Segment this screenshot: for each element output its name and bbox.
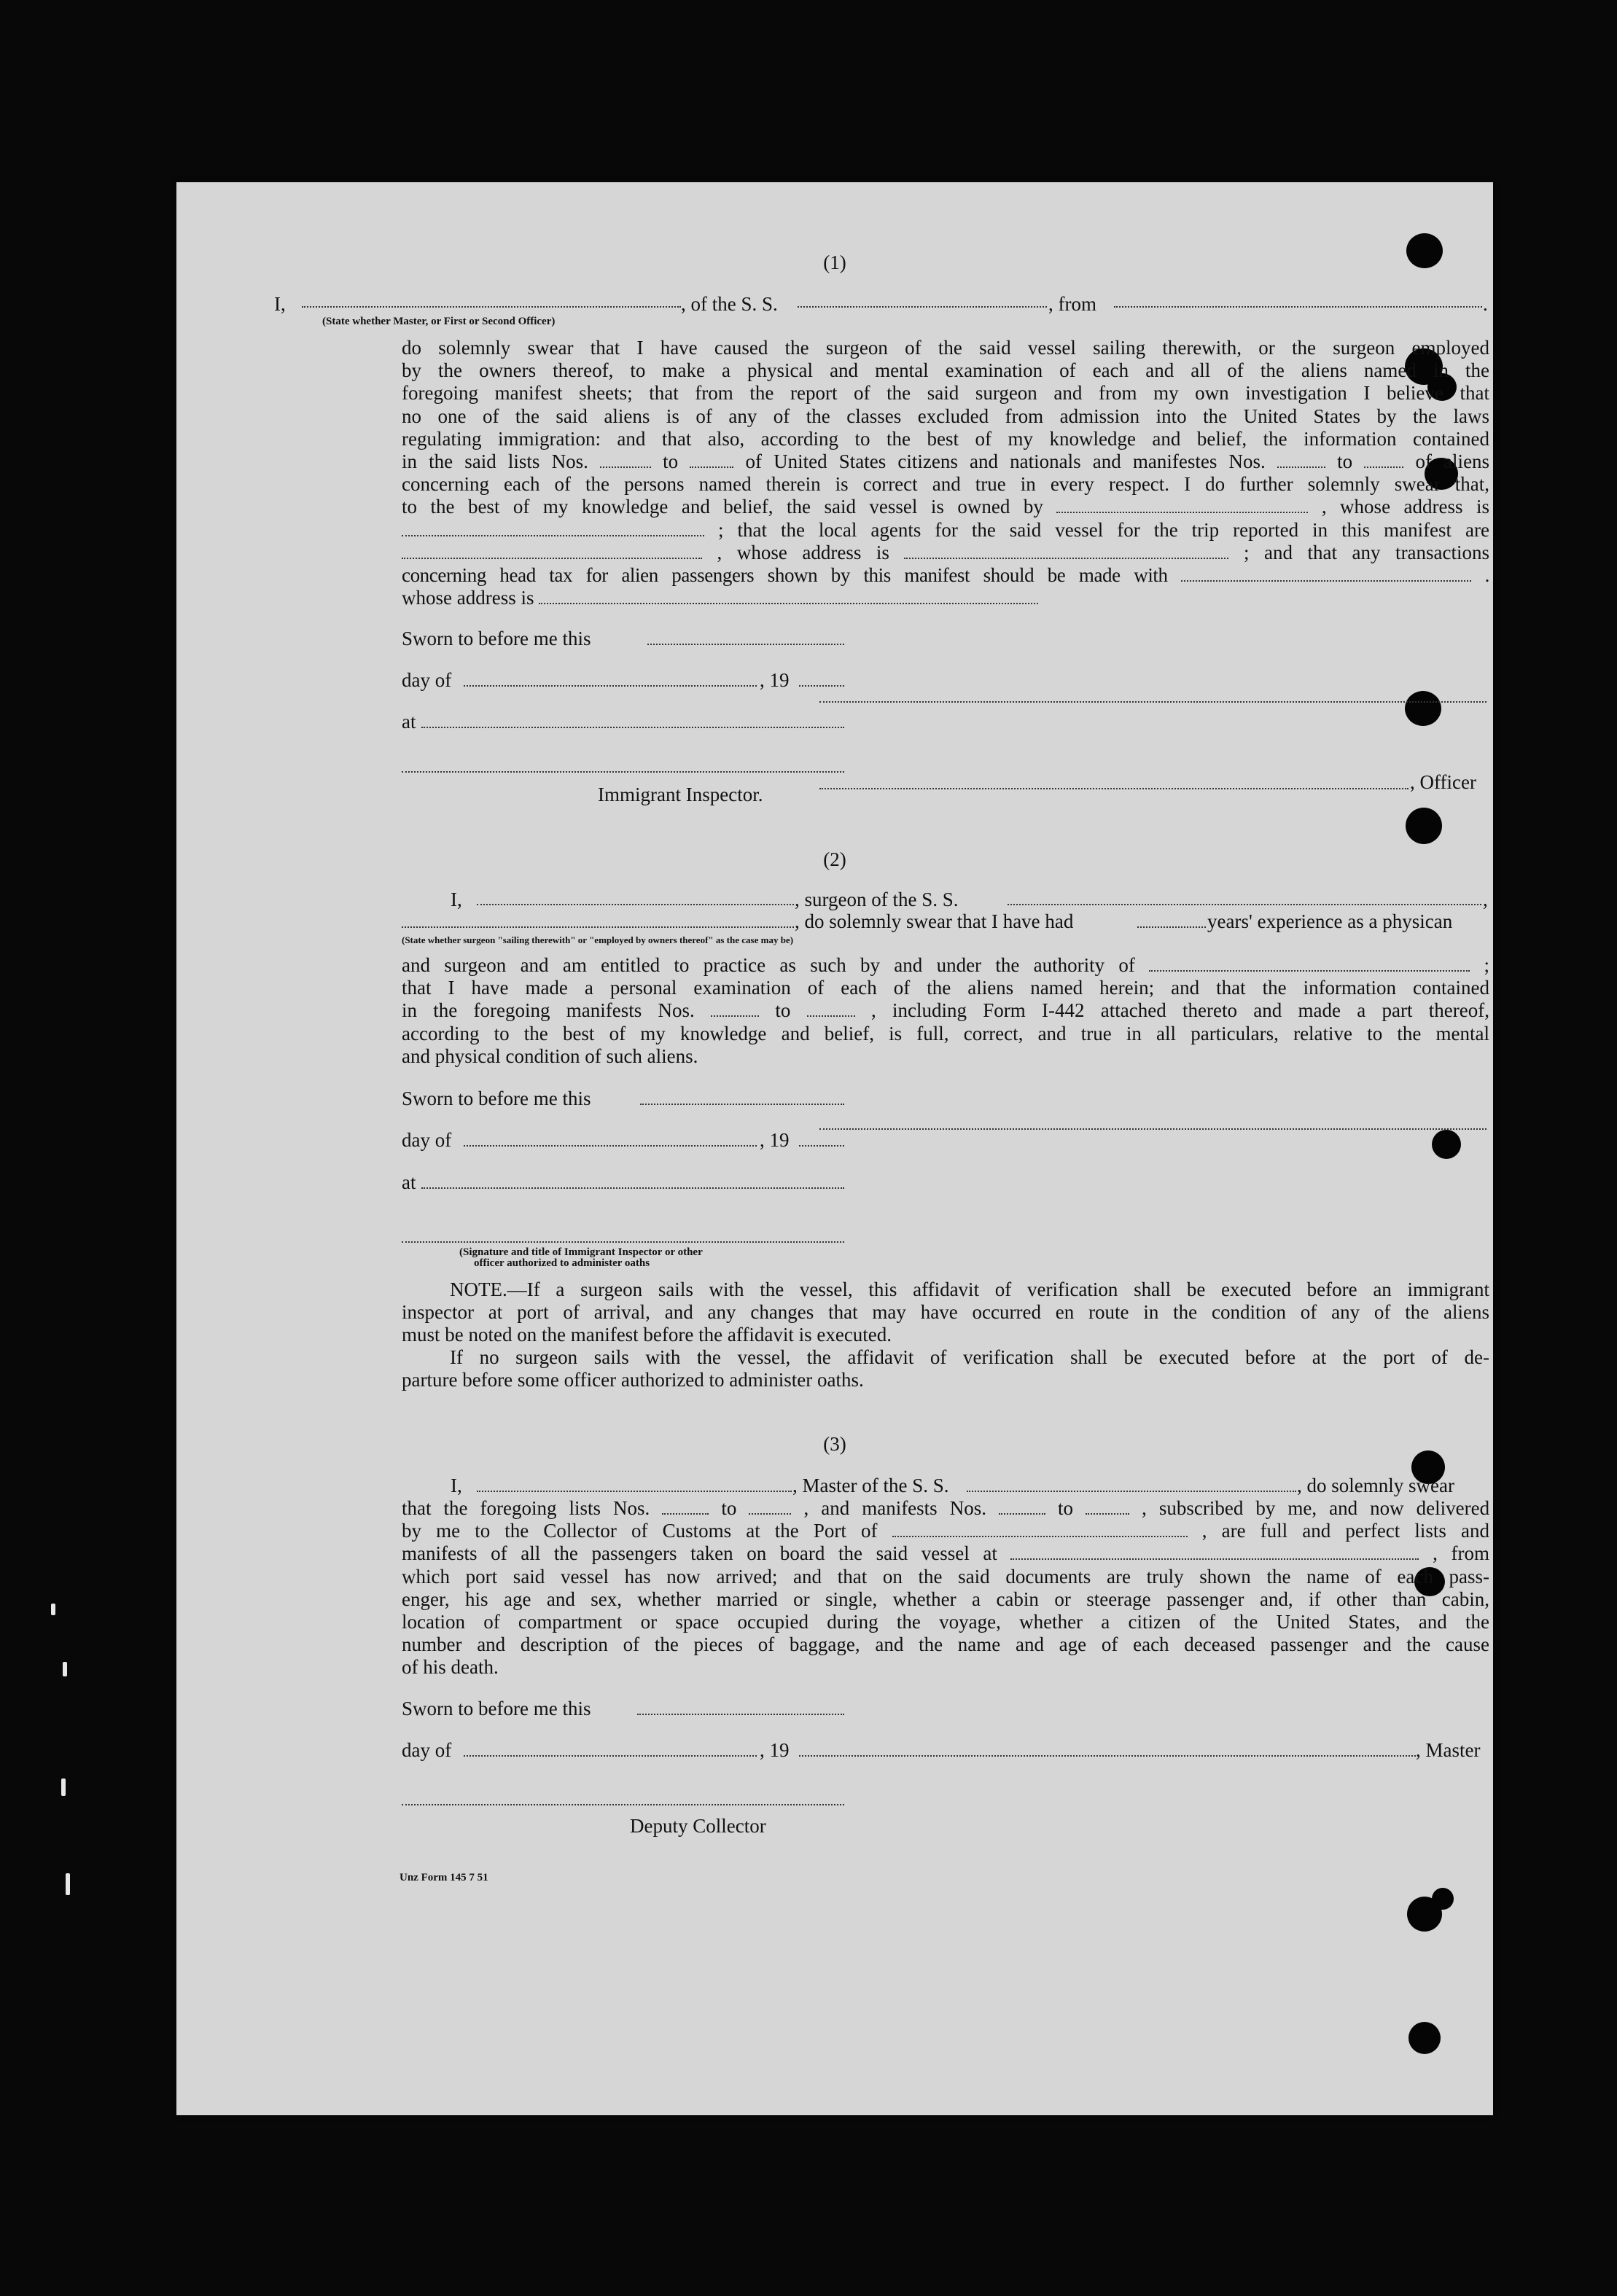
agents-field (402, 544, 702, 559)
oath-i: I, (274, 293, 286, 315)
margin-mark (51, 1604, 55, 1615)
body-line: of his death. (402, 1656, 499, 1679)
manifest-no-field (807, 1002, 855, 1017)
list-no-field (749, 1500, 791, 1515)
surgeon-of-ss-label: , surgeon of the S. S. (795, 889, 959, 910)
day-of-label: day of (402, 669, 452, 691)
owner-address-field (402, 522, 704, 536)
manifest-no-field (1086, 1500, 1129, 1515)
surgeon-name-field (477, 904, 794, 905)
note-line: If no surgeon sails with the vessel, the affidavit of verification shall be executed before at the port of de- (450, 1346, 1489, 1368)
period: . (1483, 293, 1488, 315)
section-1-heading: (1) (823, 251, 846, 273)
note-block (402, 1278, 1489, 1391)
agents-address-line (402, 542, 1489, 564)
text: concerning head tax for alien passengers shown by this manifest should be made with (402, 564, 1168, 587)
master-name-field (477, 1491, 792, 1492)
lists-line (402, 1497, 1489, 1520)
owned-line (402, 496, 1489, 518)
body-line: enger, his age and sex, whether married or single, whether a cabin or steerage passenger and, if other than cabin, (402, 1588, 1489, 1610)
year-field (799, 685, 844, 687)
text: , subscribed by me, and now delivered (1142, 1497, 1490, 1519)
place-field (421, 1187, 844, 1189)
at-label: at (402, 1171, 416, 1193)
agents-address-field (904, 544, 1228, 559)
text: to (1058, 1497, 1074, 1519)
sig-note: (Signature and title of Immigrant Inspector or other (459, 1246, 703, 1258)
body-line: number and description of the pieces of baggage, and the name and age of each deceased passenger and the cause (402, 1633, 1489, 1656)
manifests-line (402, 999, 1489, 1022)
body-line: by the owners thereof, to make a physical and mental examination of each and all of the aliens named in the (402, 359, 1489, 382)
body-line: that I have made a personal examination of each of the aliens named herein; and that the information contained (402, 977, 1489, 999)
authority-line (402, 954, 1489, 977)
collector-signature-line (402, 1804, 844, 1805)
text: ; and that any transactions (1243, 541, 1490, 563)
day-of-label: day of (402, 1739, 452, 1761)
day-of-label: day of (402, 1129, 452, 1151)
form-number: Unz Form 145 7 51 (400, 1872, 488, 1883)
text: to (1337, 450, 1353, 473)
experience-label: years' experience as a physican (1207, 910, 1453, 932)
place-field (421, 727, 844, 728)
section-2-heading: (2) (823, 848, 846, 870)
master-of-ss-label: , Master of the S. S. (792, 1475, 949, 1496)
note-line: parture before some officer authorized to administer oaths. (402, 1369, 864, 1391)
text: by me to the Collector of Customs at the Port of (402, 1520, 878, 1542)
note-line: inspector at port of arrival, and any changes that may have occurred en route in the condition of any of the aliens (402, 1301, 1489, 1323)
body-line: no one of the said aliens is of any of the classes excluded from admission into the United States by the laws (402, 405, 1489, 427)
master-signature-line (819, 1755, 1416, 1757)
text: , whose address is (717, 541, 889, 563)
body-line: concerning each of the persons named therein is correct and true in every respect. I do further solemnly swear that, (402, 473, 1489, 496)
inspector-signature-line (402, 771, 844, 773)
inspector-label: Immigrant Inspector. (598, 784, 763, 805)
owner-field (1056, 499, 1308, 513)
text: ; (1484, 954, 1490, 976)
headtax-line (402, 564, 1489, 587)
manifest-no-field (1364, 453, 1403, 468)
text: , including Form I-442 attached thereto and made a part thereof, (870, 999, 1489, 1022)
section-3-body (402, 1497, 1489, 1679)
manifest-no-field (711, 1002, 759, 1017)
section-1-body (402, 337, 1489, 609)
sig-note: officer authorized to administer oaths (474, 1257, 650, 1269)
text: of aliens (1415, 450, 1490, 473)
signature-line (819, 1128, 1487, 1130)
from-label: , from (1048, 293, 1096, 315)
form-page (176, 182, 1493, 2115)
swear-label: , do solemnly swear (1297, 1475, 1454, 1496)
agents-line (402, 519, 1489, 542)
headtax-contact-field (1181, 567, 1471, 582)
authority-field (1149, 957, 1470, 972)
text: whose address is (402, 587, 534, 609)
punch-hole (1432, 1888, 1454, 1910)
boarding-line (402, 1542, 1489, 1565)
body-line: foregoing manifest sheets; that from the report of the said surgeon and from my own investigation I believe that (402, 382, 1489, 405)
body-line: and physical condition of such aliens. (402, 1044, 698, 1067)
comma: , (1483, 889, 1488, 910)
body-line: do solemnly swear that I have caused the surgeon of the said vessel sailing therewith, or the surgeon employed (402, 337, 1489, 359)
text: , whose address is (1321, 496, 1489, 518)
text: , from (1433, 1542, 1489, 1565)
text: of United States citizens and nationals and manifestes Nos. (745, 450, 1266, 473)
manifest-no-field (999, 1500, 1045, 1515)
master-label: , Master (1416, 1739, 1481, 1761)
boarding-port-field (1010, 1545, 1419, 1560)
text: ; that the local agents for the said vessel for the trip reported in this manifest are (718, 518, 1489, 541)
text: , and manifests Nos. (803, 1497, 986, 1519)
note-line: must be noted on the manifest before the affidavit is executed. (402, 1324, 892, 1346)
year-label: , 19 (760, 1739, 790, 1761)
port-field (892, 1523, 1188, 1537)
vessel-name-field (1008, 904, 1481, 905)
text: to (775, 999, 791, 1022)
years-field (1137, 926, 1206, 928)
body-line: which port said vessel has now arrived; and that on the said documents are truly shown the name of each pass- (402, 1565, 1489, 1588)
body-line: according to the best of my knowledge and belief, is full, correct, and true in all particulars, relative to the mental (402, 1022, 1489, 1044)
punch-hole (1432, 1130, 1461, 1159)
section-2-body (402, 954, 1489, 1068)
text: in the said lists Nos. (402, 450, 588, 473)
vessel-name-field (798, 306, 1047, 308)
month-field (464, 1145, 757, 1147)
oath-i: I, (451, 1475, 462, 1496)
punch-hole (1408, 2022, 1441, 2054)
margin-mark (63, 1662, 67, 1676)
list-no-field (662, 1500, 709, 1515)
year-field (799, 1145, 844, 1147)
month-field (464, 685, 757, 687)
body-line: regulating immigration: and that also, according to the best of my knowledge and belief, the information contained (402, 427, 1489, 450)
sworn-date-field (637, 1714, 844, 1715)
sworn-label: Sworn to before me this (402, 1088, 591, 1109)
whose-line (402, 587, 1489, 609)
sworn-label: Sworn to before me this (402, 628, 591, 649)
text: and surgeon and am entitled to practice as such by and under the authority of (402, 954, 1135, 976)
note-line: NOTE.—If a surgeon sails with the vessel, this affidavit of verification shall be executed before an immigrant (450, 1278, 1489, 1300)
officer-name-field (302, 306, 681, 308)
at-label: at (402, 711, 416, 733)
contact-address-field (539, 590, 1038, 604)
body-line: location of compartment or space occupied during the voyage, whether a citizen of the United States, and the (402, 1611, 1489, 1633)
list-no-field (600, 453, 651, 468)
text: , are full and perfect lists and (1201, 1520, 1490, 1542)
surgeon-status-field (402, 926, 794, 928)
of-ss-label: , of the S. S. (681, 293, 778, 315)
signature-line (819, 701, 1487, 703)
lists-line (402, 450, 1489, 473)
vessel-name-field (967, 1491, 1296, 1492)
text: . (1484, 564, 1489, 587)
from-port-field (1114, 306, 1482, 308)
text: to the best of my knowledge and belief, the said vessel is owned by (402, 496, 1043, 518)
port-line (402, 1520, 1489, 1542)
section-3-heading: (3) (823, 1433, 846, 1455)
sworn-label: Sworn to before me this (402, 1698, 591, 1719)
official-signature-line (402, 1241, 844, 1243)
sworn-date-field (647, 644, 844, 645)
margin-mark (61, 1778, 66, 1796)
text: to (721, 1497, 737, 1519)
punch-hole (1406, 808, 1442, 844)
text: manifests of all the passengers taken on board the said vessel at (402, 1542, 997, 1565)
text: that the foregoing lists Nos. (402, 1497, 650, 1519)
oath-i: I, (451, 889, 462, 910)
swear-label: , do solemnly swear that I have had (795, 910, 1074, 932)
year-label: , 19 (760, 669, 790, 691)
officer-note: (State whether Master, or First or Second Officer) (322, 316, 556, 327)
text: to (663, 450, 679, 473)
month-field (464, 1755, 757, 1757)
list-no-field (690, 453, 733, 468)
punch-hole (1405, 691, 1441, 726)
collector-label: Deputy Collector (630, 1815, 766, 1837)
manifest-no-field (1277, 453, 1325, 468)
officer-label: , Officer (1410, 771, 1476, 793)
year-label: , 19 (760, 1129, 790, 1151)
sworn-date-field (640, 1104, 844, 1105)
text: in the foregoing manifests Nos. (402, 999, 695, 1022)
margin-mark (66, 1873, 70, 1895)
officer-signature-line (819, 788, 1408, 789)
surgeon-note: (State whether surgeon "sailing therewith" or "employed by owners thereof" as the case may be) (402, 934, 794, 945)
